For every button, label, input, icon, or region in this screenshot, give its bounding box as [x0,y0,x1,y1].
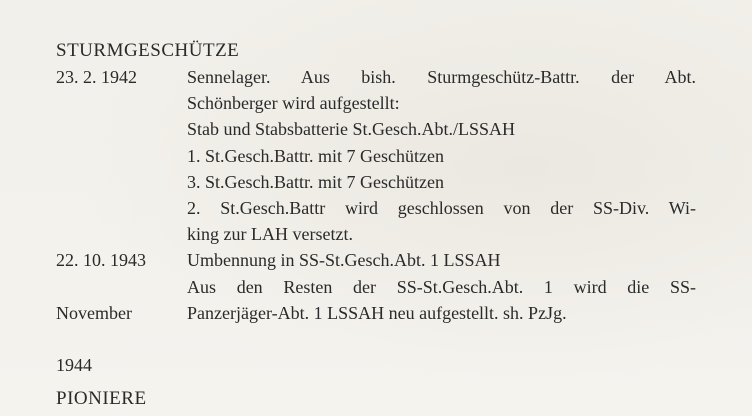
entry-line: Stab und Stabsbatterie St.Gesch.Abt./LSSAH [187,119,515,140]
entry-text [187,274,696,405]
entry-date-year: 1944 [56,355,92,376]
entry-1944 [56,274,696,405]
entry-date: 23. 2. 1942 [56,67,137,87]
entry-text [187,247,696,273]
entry-line: 3. St.Gesch.Battr. mit 7 Geschützen [187,171,444,192]
entry-text [187,64,696,247]
entry-line: king zur LAH versetzt. [187,224,353,245]
entry-line: Aus den Resten der SS-St.Gesch.Abt. 1 wird die SS- [187,276,696,297]
entry-line: 2. St.Gesch.Battr wird geschlossen von der SS-Div. Wi- [187,198,696,219]
entry-date: 22. 10. 1943 [56,250,146,271]
entry-date [56,274,187,405]
entry-line: Panzerjäger-Abt. 1 LSSAH neu aufgestellt. sh. PzJg. [187,302,567,323]
entry-date-month: November [56,302,132,323]
entry-line: Sennelager. Aus bish. Sturmgeschütz-Battr. der Abt. [187,67,696,87]
entry-line: 1. St.Gesch.Battr. mit 7 Geschützen [187,145,444,166]
entry-line: Umbennung in SS-St.Gesch.Abt. 1 LSSAH [187,250,501,271]
entry-1943 [56,247,696,273]
chronology-entries [56,64,696,405]
entry-line: Schönberger wird aufgestellt: [187,93,400,114]
section-heading-pioniere: PIONIERE [56,388,147,409]
section-heading-sturmgeschuetze: STURMGESCHÜTZE [56,40,240,61]
entry-1942 [56,64,696,247]
